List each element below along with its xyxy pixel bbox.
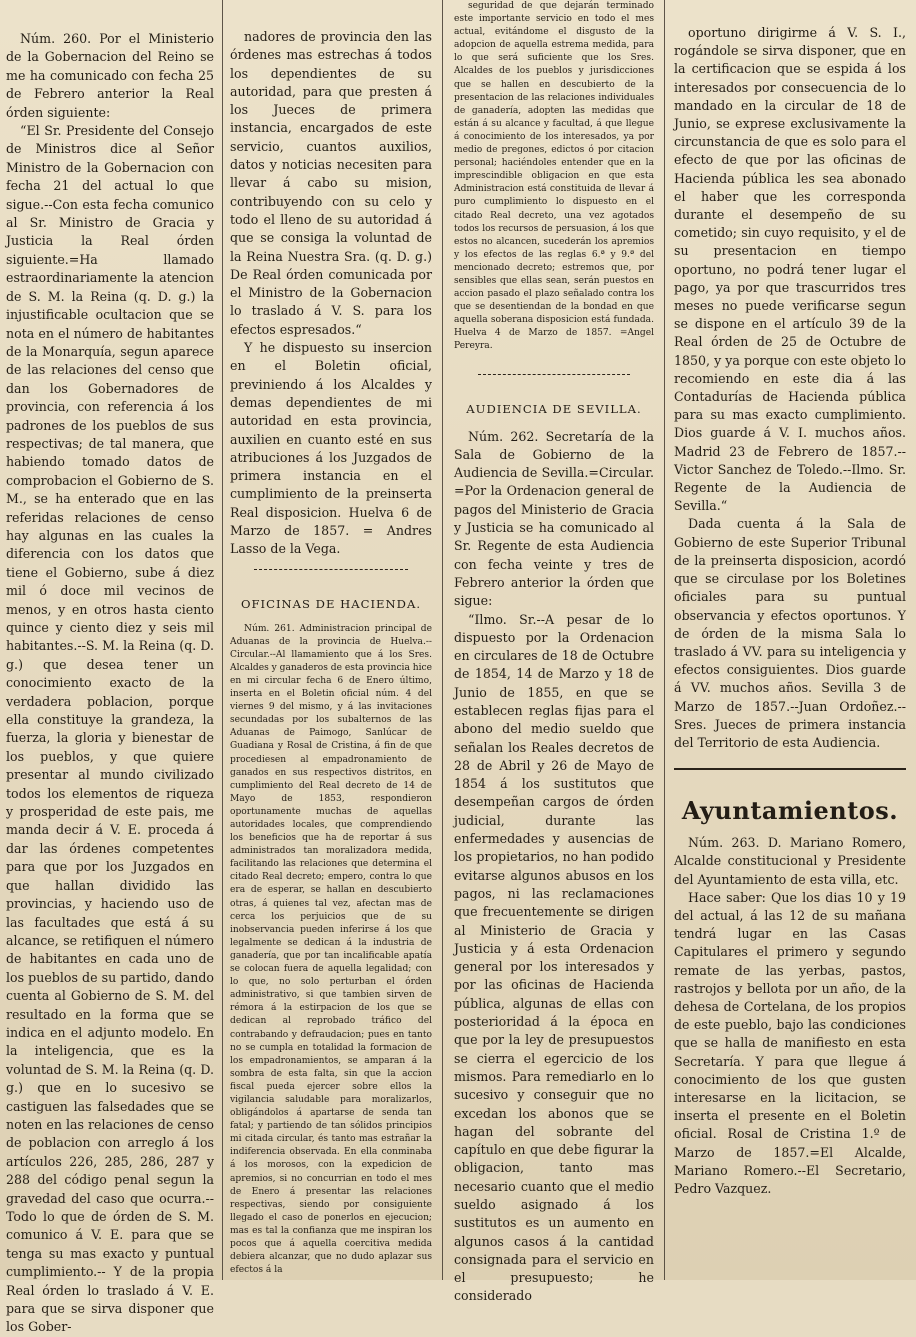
column-1 bbox=[0, 0, 222, 1335]
notice-263-intro: Núm. 263. D. Mariano Romero, Alcalde constitucional y Presidente del Ayuntamiento de esta villa, etc. bbox=[674, 835, 906, 887]
notice-260-intro: Núm. 260. Por el Ministerio de la Gobernacion del Reino se me ha comunicado con fecha 25 de Febrero anterior la Real órden siguiente: bbox=[6, 31, 214, 120]
notice-262-intro: Núm. 262. Secretaría de la Sala de Gobierno de la Audiencia de Sevilla.=Circular. =Por la Ordenacion general de pagos del Ministerio de Gracia y Justicia se ha comunicado al Sr. Regente de esta Audiencia con fecha veinte y tres de Febrero anterior la órden que sigue: bbox=[454, 428, 654, 609]
separator-rule bbox=[478, 374, 630, 376]
notice-262-continued: oportuno dirigirme á V. S. I., rogándole se sirva disponer, que en la certificacion que se espida á los interesados por consecuencia de lo mandado en la circular de 18 de Junio, se exprese exclusivamente la circunstancia de que es solo para el efecto de que por las oficinas de Hacienda pública les sea abonado el haber que les corresponda durante el desempeño de su cometido; sin cuyo requisito, y el de su presentacion en tiempo oportuno, no podrá tener lugar el pago, ya por que trascurridos tres meses no puede verificarse segun se dispone en el artículo 39 de la Real órden de 25 de Octubre de 1850, y ya porque con este objeto lo recomiendo en este dia á las Contadurías de Hacienda pública para su mas exacto cumplimiento. Dios guarde á V. I. muchos años. Madrid 23 de Febrero de 1857.--Victor Sanchez de Toledo.--Ilmo. Sr. Regente de la Audiencia de Sevilla.“ bbox=[674, 25, 906, 514]
separator-rule bbox=[674, 768, 906, 770]
section-heading-hacienda: OFICINAS DE HACIENDA. bbox=[240, 596, 422, 611]
notice-260-closing: Y he dispuesto su insercion en el Boletin oficial, previniendo á los Alcaldes y demas dependientes de mi autoridad en esta provincia, auxilien en cuanto esté en sus atribuciones á los Juzgados de primera instancia en el cumplimiento de la preinserta Real disposicion. Huelva 6 de Marzo de 1857. = Andres Lasso de la Vega. bbox=[230, 340, 432, 557]
separator-rule bbox=[254, 569, 408, 571]
column-3 bbox=[442, 0, 664, 1304]
notice-263-body: Hace saber: Que los dias 10 y 19 del actual, á las 12 de su mañana tendrá lugar en las Casas Capitulares el primero y segundo remate de las yerbas, pastos, rastrojos y bellota por un año, de la dehesa de Cortelana, de los propios de este pueblo, bajo las condiciones que se halla de manifiesto en esta Secretaría. Y para que llegue á conocimiento de los que gusten interesarse en la licitacion, se inserta el presente en el Boletin oficial. Rosal de Cristina 1.º de Marzo de 1857.=El Alcalde, Mariano Romero.--El Secretario, Pedro Vazquez. bbox=[674, 889, 906, 1196]
notice-262-body: “Ilmo. Sr.--A pesar de lo dispuesto por la Ordenacion en circulares de 18 de Octubre de 1854, 14 de Marzo y 18 de Junio de 1855, en que se establecen reglas fijas para el abono del medio sueldo que señalan los Reales decretos de 28 de Abril y 26 de Mayo de 1854 á los sustitutos que desempeñan cargos de órden judicial, durante las enfermedades y ausencias de los propietarios, no han podido evitarse algunos abusos en los pagos, ni las reclamaciones que frecuentemente se dirigen al Ministerio de Gracia y Justicia y á esta Ordenacion general por los interesados y por las oficinas de Hacienda pública, algunas de ellas con posterioridad á la época en que por la ley de presupuestos se cierra el egercicio de los mismos. Para remediarlo en lo sucesivo y conseguir que no excedan los abonos que se hagan del sobrante del capítulo en que debe figurar la obligacion, tanto mas necesario cuanto que el medio sueldo asignado á los sustitutos es un aumento en algunos casos á la cantidad consignada para el servicio en el presupuesto; he considerado bbox=[454, 611, 654, 1304]
section-heading-ayuntamientos: Ayuntamientos. bbox=[681, 796, 899, 826]
notice-261-continued: seguridad de que dejarán terminado este importante servicio en todo el mes actual, evitándome el disgusto de la adopcion de aquella estrema medida, para lo que será suficiente que los Sres. Alcaldes de los pueblos y jurisdicciones que se hallen en descubierto de la presentacion de las relaciones individuales de ganadería, adopten las medidas que están á su alcance y facultad, á que llegue á conocimiento de los interesados, ya por medio de pregones, edictos ó por citacion personal; haciéndoles entender que en la imprescindible obligacion en que esta Administracion está constituida de llevar á puro cumplimiento lo dispuesto en el citado Real decreto, una vez agotados todos los recursos de persuasion, á los que estos no alcancen, sucederán los apremios y los efectos de las reglas 6.ª y 9.ª del mencionado decreto; estremos que, por sensibles que ellas sean, serán puestos en accion pasado el plazo señalado contra los que se desentiendan de la bondad en que aquella soberana disposicion está fundada. Huelva 4 de Marzo de 1857. =Angel Pereyra. bbox=[454, 1, 654, 352]
notice-260-continued: nadores de provincia den las órdenes mas estrechas á todos los dependientes de su autoridad, para que presten á los Jueces de primera instancia, encargados de este servicio, cuantos auxilios, datos y noticias necesiten para llevar á cabo su mision, contribuyendo con su celo y todo el lleno de su autoridad á que se consiga la voluntad de la Reina Nuestra Sra. (q. D. g.) De Real órden comunicada por el Ministro de la Gobernacion lo traslado á V. S. para los efectos espresados.“ bbox=[230, 29, 432, 337]
column-4 bbox=[664, 0, 916, 1280]
notice-261-body: Núm. 261. Administracion principal de Aduanas de la provincia de Huelva.--Circular.--Al llamamiento que á los Sres. Alcaldes y ganaderos de esta provincia hice en mi circular fecha 6 de Enero último, inserta en el Boletin oficial núm. 4 del viernes 9 del mismo, y á las invitaciones secundadas por los subalternos de las Aduanas de Paimogo, Sanlúcar de Guadiana y Rosal de Cristina, á fin de que procediesen al empadronamiento de ganados en sus respectivos distritos, en cumplimiento del Real decreto de 14 de Mayo de 1853, respondieron oportunamente muchas de aquellas autoridades locales, que comprendiendo los beneficios que ha de reportar á sus administrados tan moralizadora medida, facilitando las relaciones que determina el citado Real decreto; empero, contra lo que era de esperar, se hallan en descubierto otras, á quienes tal vez, afectan mas de cerca los perjuicios que de su inobservancia pueden inferirse á los que legalmente se dedican á la industria de ganadería, que por tan incalificable apatía se colocan fuera de aquella legalidad; con lo que, no solo perturban el órden administrativo, si que tambien sirven de rémora á la estirpacion de los que se dedican al reprobado tráfico del contrabando y defraudacion; pues en tanto no se cumpla en totalidad la formacion de los empadronamientos, se amparan á la sombra de esta falta, sin que la accion fiscal pueda ejercer sobre ellos la vigilancia saludable para moralizarlos, obligándolos á apartarse de senda tan fatal; y partiendo de tan sólidos principios mi citada circular, és tanto mas estrañar la indiferencia observada. En ella conminaba á los morosos, con la expedicion de apremios, si no concurrian en todo el mes de Enero á presentar las relaciones respectivas, siendo por consiguiente llegado el caso de ponerlos en ejecucion; mas es tal la confianza que me inspiran los pocos que á aquella coercitiva medida debiera alcanzar, que no dudo aplazar sus efectos á la bbox=[230, 623, 432, 1276]
section-heading-audiencia: AUDIENCIA DE SEVILLA. bbox=[466, 401, 642, 416]
notice-262-closing: Dada cuenta á la Sala de Gobierno de este Superior Tribunal de la preinserta disposicion, acordó que se circulase por los Boletines oficiales para su puntual observancia y efectos oportunos. Y de órden de la misma Sala lo traslado á VV. para su inteligencia y efectos consiguientes. Dios guarde á VV. muchos años. Sevilla 3 de Marzo de 1857.--Juan Ordoñez.--Sres. Jueces de primera instancia del Territorio de esta Audiencia. bbox=[674, 516, 906, 750]
notice-260-body: “El Sr. Presidente del Consejo de Ministros dice al Señor Ministro de la Gobernacion con fecha 21 del actual lo que sigue.--Con esta fecha comunico al Sr. Ministro de Gracia y Justicia la Real órden siguiente.=Ha llamado estraordinariamente la atencion de S. M. la Reina (q. D. g.) la injustificable ocultacion que se nota en el número de habitantes de la Monarquía, segun aparece de las relaciones del censo que dan los Gobernadores de provincia, con referencia á los padrones de los pueblos de sus respectivas; de tal manera, que habiendo tomado datos de comprobacion el Gobierno de S. M., se ha enterado que en las referidas relaciones de censo hay algunas en las cuales la diferencia con los datos que tiene el Gobierno, sube á diez mil ó doce mil vecinos de menos, y en otros hasta ciento quince y ciento diez y seis mil habitantes.--S. M. la Reina (q. D. g.) que desea tener un conocimiento exacto de la verdadera poblacion, porque ella constituye la grandeza, la fuerza, la gloria y bienestar de los pueblos, y que quiere presentar al mundo civilizado todos los elementos de riqueza y prosperidad de este pais, me manda decir á V. E. proceda á dar las órdenes competentes para que por los Juzgados en que hallan dividido las provincias, y haciendo uso de las facultades que está á su alcance, se retifiquen el número de habitantes en cada uno de los pueblos de su partido, dando cuenta al Gobierno de S. M. del resultado en la forma que se indica en el adjunto modelo. En la inteligencia, que es la voluntad de S. M. la Reina (q. D. g.) que en lo sucesivo se castiguen las falsedades que se noten en las relaciones de censo de poblacion con arreglo á los artículos 226, 285, 286, 287 y 288 del código penal segun la gravedad del caso que ocurra.--Todo lo que de órden de S. M. comunico á V. E. para que se tenga su mas exacto y puntual cumplimiento.-- Y de la propia Real órden lo traslado á V. E. para que se sirva disponer que los Gober- bbox=[6, 123, 214, 1335]
column-2 bbox=[222, 0, 442, 1280]
